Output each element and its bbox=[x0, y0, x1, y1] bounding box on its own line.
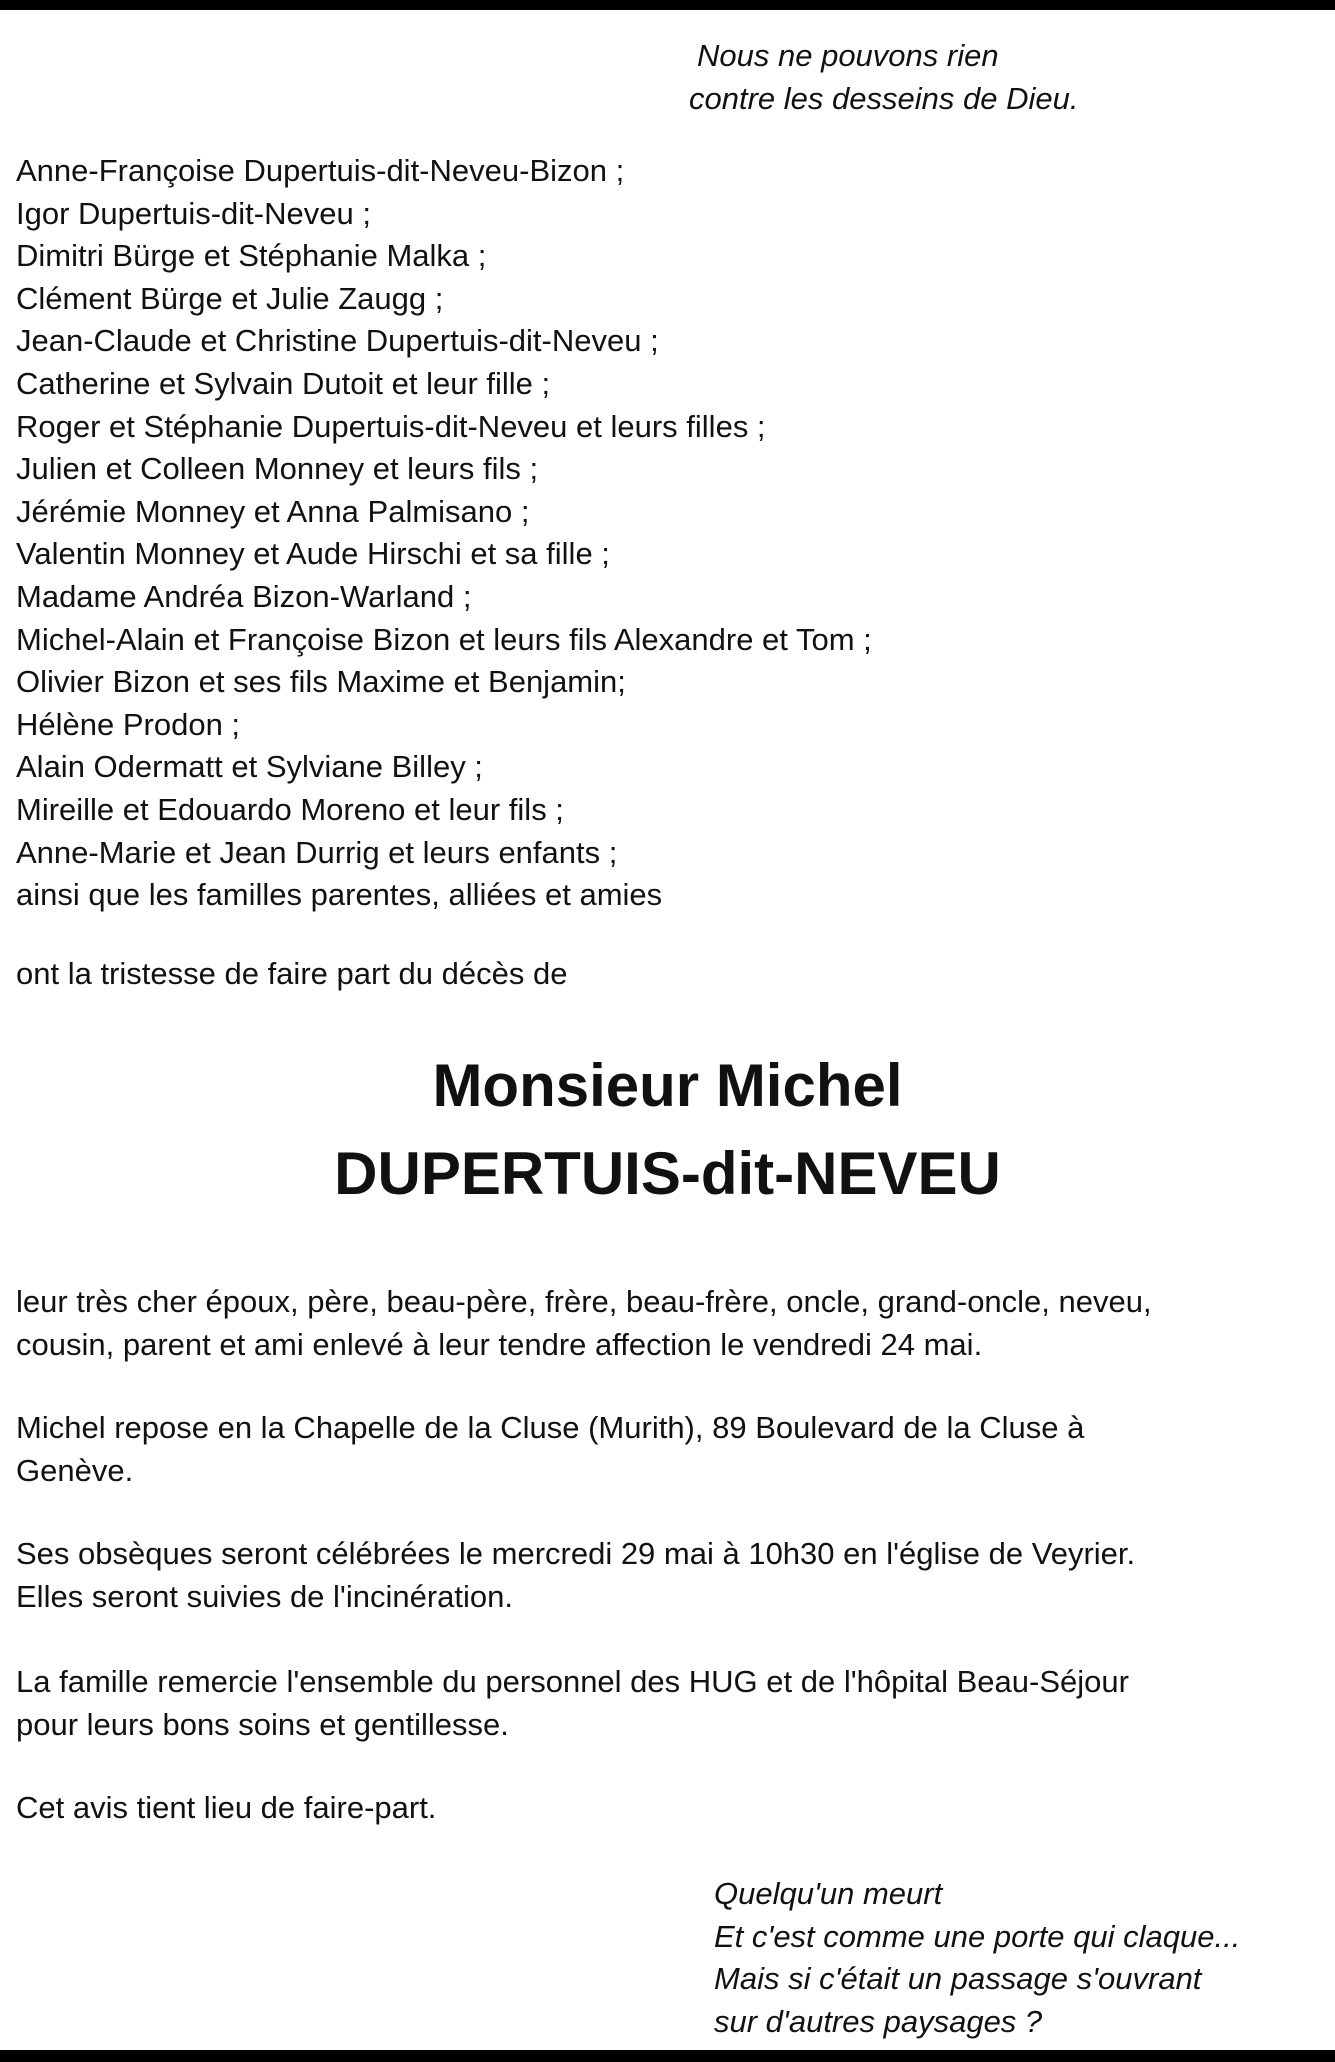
paragraph-rest-place bbox=[16, 1407, 1084, 1492]
poem-line: sur d'autres paysages ? bbox=[714, 2003, 1043, 2039]
family-member-line: Olivier Bizon et ses fils Maxime et Benjamin; bbox=[16, 664, 626, 700]
epigraph bbox=[689, 35, 1079, 120]
family-member-line: Madame Andréa Bizon-Warland ; bbox=[16, 578, 472, 614]
family-member-line: Valentin Monney et Aude Hirschi et sa fille ; bbox=[16, 536, 610, 572]
announcement: ont la tristesse de faire part du décès de bbox=[16, 956, 568, 991]
text-line: La famille remercie l'ensemble du personnel des HUG et de l'hôpital Beau-Séjour bbox=[16, 1664, 1129, 1699]
closing-poem bbox=[714, 1873, 1240, 2043]
deceased-name-line1: Monsieur Michel bbox=[432, 1052, 903, 1119]
family-member-line: Igor Dupertuis-dit-Neveu ; bbox=[16, 195, 371, 231]
text-line: Ses obsèques seront célébrées le mercredi 29 mai à 10h30 en l'église de Veyrier. bbox=[16, 1536, 1136, 1571]
text-line: leur très cher époux, père, beau-père, frère, beau-frère, oncle, grand-oncle, neveu, bbox=[16, 1284, 1152, 1319]
family-member-line: Clément Bürge et Julie Zaugg ; bbox=[16, 280, 444, 316]
family-member-line: Alain Odermatt et Sylviane Billey ; bbox=[16, 749, 483, 785]
paragraph-funeral bbox=[16, 1533, 1135, 1618]
poem-line: Mais si c'était un passage s'ouvrant bbox=[714, 1961, 1202, 1997]
family-member-line: Roger et Stéphanie Dupertuis-dit-Neveu et leurs filles ; bbox=[16, 408, 766, 444]
text-line: pour leurs bons soins et gentillesse. bbox=[16, 1706, 509, 1742]
top-border bbox=[0, 0, 1335, 10]
paragraph-notice bbox=[16, 1787, 436, 1830]
family-member-line: Dimitri Bürge et Stéphanie Malka ; bbox=[16, 238, 487, 274]
family-list bbox=[16, 150, 872, 917]
family-member-line: Jérémie Monney et Anna Palmisano ; bbox=[16, 493, 530, 529]
paragraph-thanks bbox=[16, 1661, 1129, 1746]
paragraph-tribute bbox=[16, 1281, 1152, 1366]
text-line: Genève. bbox=[16, 1452, 134, 1488]
bottom-border bbox=[0, 2050, 1335, 2062]
family-member-line: Jean-Claude et Christine Dupertuis-dit-Neveu ; bbox=[16, 323, 659, 359]
family-member-line: ainsi que les familles parentes, alliées et amies bbox=[16, 877, 663, 913]
family-member-line: Mireille et Edouardo Moreno et leur fils ; bbox=[16, 791, 564, 827]
epigraph-line: contre les desseins de Dieu. bbox=[689, 80, 1079, 116]
poem-line: Quelqu'un meurt bbox=[714, 1876, 943, 1911]
family-member-line: Anne-Françoise Dupertuis-dit-Neveu-Bizon ; bbox=[16, 153, 625, 188]
text-line: Elles seront suivies de l'incinération. bbox=[16, 1578, 513, 1614]
family-member-line: Hélène Prodon ; bbox=[16, 706, 241, 742]
family-member-line: Anne-Marie et Jean Durrig et leurs enfants ; bbox=[16, 834, 618, 870]
epigraph-line: Nous ne pouvons rien bbox=[697, 38, 999, 73]
family-member-line: Michel-Alain et Françoise Bizon et leurs fils Alexandre et Tom ; bbox=[16, 621, 872, 657]
deceased-name-line2: DUPERTUIS-dit-NEVEU bbox=[334, 1140, 1001, 1207]
poem-line: Et c'est comme une porte qui claque... bbox=[714, 1918, 1241, 1954]
family-member-line: Catherine et Sylvain Dutoit et leur fille ; bbox=[16, 365, 551, 401]
family-member-line: Julien et Colleen Monney et leurs fils ; bbox=[16, 451, 539, 487]
text-line: Michel repose en la Chapelle de la Cluse (Murith), 89 Boulevard de la Cluse à bbox=[16, 1410, 1085, 1445]
text-line: Cet avis tient lieu de faire-part. bbox=[16, 1790, 437, 1825]
text-line: cousin, parent et ami enlevé à leur tendre affection le vendredi 24 mai. bbox=[16, 1326, 983, 1362]
